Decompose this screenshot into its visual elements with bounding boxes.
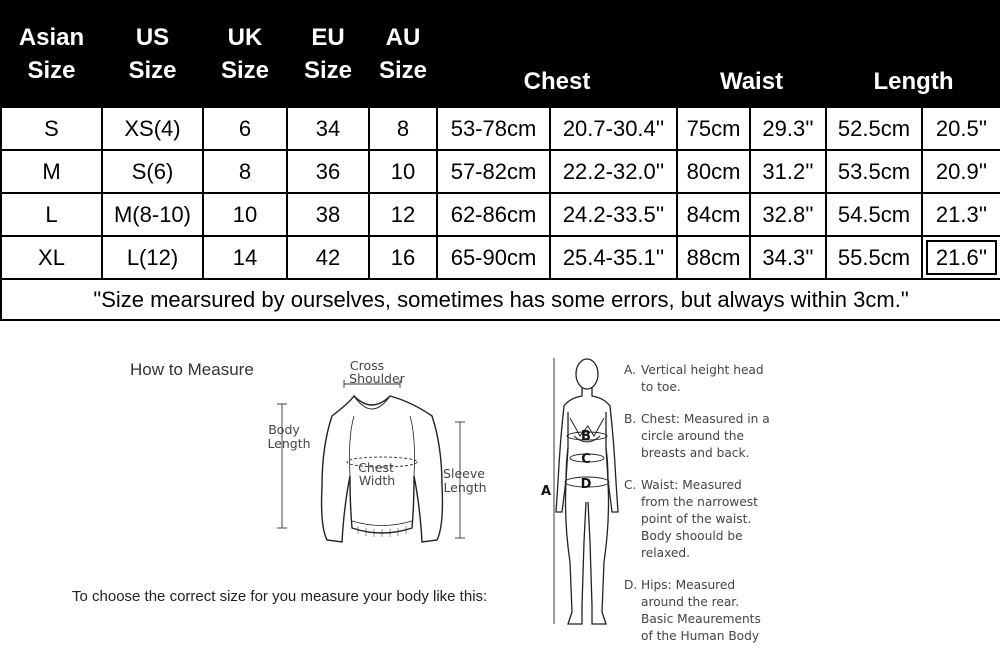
- sleeve-length-label-2: Length: [443, 480, 487, 495]
- table-cell: XL: [1, 236, 102, 279]
- table-cell: 14: [203, 236, 287, 279]
- table-cell: 65-90cm: [437, 236, 550, 279]
- table-cell: 62-86cm: [437, 193, 550, 236]
- table-cell: 75cm: [677, 107, 750, 150]
- table-cell: 8: [369, 107, 437, 150]
- header-length: Length: [826, 56, 1000, 107]
- table-cell: 52.5cm: [826, 107, 922, 150]
- table-cell: 84cm: [677, 193, 750, 236]
- table-cell: 32.8'': [750, 193, 826, 236]
- table-cell: 22.2-32.0'': [550, 150, 677, 193]
- guide-footer-text: To choose the correct size for you measure your body like this:: [72, 588, 488, 605]
- note-d: D. Hips: Measured around the rear. Basic Meaurements of the Human Body: [624, 578, 761, 643]
- table-cell: 53-78cm: [437, 107, 550, 150]
- table-cell: 20.5'': [922, 107, 1000, 150]
- header-asian-size: Asian Size: [1, 1, 102, 107]
- table-row: [1, 107, 1000, 150]
- table-cell: 42: [287, 236, 369, 279]
- header-uk-size: UK Size: [203, 1, 287, 107]
- body-length-label: Body: [268, 422, 300, 437]
- header-top-blank: [437, 1, 1000, 56]
- header-waist: Waist: [677, 56, 826, 107]
- body-length-label-2: Length: [267, 436, 311, 451]
- table-cell: 53.5cm: [826, 150, 922, 193]
- table-cell: 57-82cm: [437, 150, 550, 193]
- table-cell: 88cm: [677, 236, 750, 279]
- table-cell: L: [1, 193, 102, 236]
- table-cell: M: [1, 150, 102, 193]
- table-cell: 21.3'': [922, 193, 1000, 236]
- sweater-measure-diagram: [262, 356, 494, 556]
- table-cell: 16: [369, 236, 437, 279]
- note-a: A. Vertical height head to toe.: [624, 363, 764, 394]
- table-cell: S: [1, 107, 102, 150]
- table-row: [1, 236, 1000, 279]
- body-label-d: D: [580, 477, 592, 492]
- table-cell: 36: [287, 150, 369, 193]
- header-us-size: US Size: [102, 1, 203, 107]
- table-cell: M(8-10): [102, 193, 203, 236]
- body-label-a: A: [540, 484, 552, 499]
- table-cell: 34: [287, 107, 369, 150]
- header-au-size: AU Size: [369, 1, 437, 107]
- body-figure-diagram: [530, 352, 620, 642]
- note-b: B. Chest: Measured in a circle around the breasts and back.: [624, 412, 770, 460]
- table-cell: 20.9'': [922, 150, 1000, 193]
- header-eu-size: EU Size: [287, 1, 369, 107]
- table-cell-highlighted: 21.6'': [922, 236, 1000, 279]
- table-cell: 10: [203, 193, 287, 236]
- table-cell: S(6): [102, 150, 203, 193]
- table-cell: XS(4): [102, 107, 203, 150]
- table-cell: 25.4-35.1'': [550, 236, 677, 279]
- table-cell: 34.3'': [750, 236, 826, 279]
- chest-width-label: Chest: [358, 460, 394, 475]
- size-chart-table: [0, 0, 1000, 321]
- how-to-measure-title: How to Measure: [130, 360, 254, 379]
- table-cell: 8: [203, 150, 287, 193]
- table-cell: 31.2'': [750, 150, 826, 193]
- table-cell: 6: [203, 107, 287, 150]
- cross-shoulder-label: Cross: [349, 358, 385, 373]
- table-cell: 38: [287, 193, 369, 236]
- table-cell: 24.2-33.5'': [550, 193, 677, 236]
- table-cell: 20.7-30.4'': [550, 107, 677, 150]
- header-chest: Chest: [437, 56, 677, 107]
- body-label-b: B: [581, 429, 591, 444]
- table-cell: 29.3'': [750, 107, 826, 150]
- note-c: C. Waist: Measured from the narrowest point of the waist. Body shoould be relaxed.: [624, 478, 758, 560]
- measurement-notes: [624, 362, 794, 660]
- table-cell: 54.5cm: [826, 193, 922, 236]
- measurement-disclaimer: "Size mearsured by ourselves, sometimes has some errors, but always within 3cm.": [1, 279, 1000, 320]
- body-label-c: C: [581, 452, 591, 467]
- table-row: [1, 193, 1000, 236]
- chest-width-label-2: Width: [358, 473, 396, 488]
- table-cell: L(12): [102, 236, 203, 279]
- table-cell: 80cm: [677, 150, 750, 193]
- table-cell: 10: [369, 150, 437, 193]
- table-cell: 55.5cm: [826, 236, 922, 279]
- sleeve-length-label: Sleeve: [443, 466, 485, 481]
- table-cell: 12: [369, 193, 437, 236]
- cross-shoulder-label-2: Shoulder: [349, 371, 405, 386]
- table-row: [1, 150, 1000, 193]
